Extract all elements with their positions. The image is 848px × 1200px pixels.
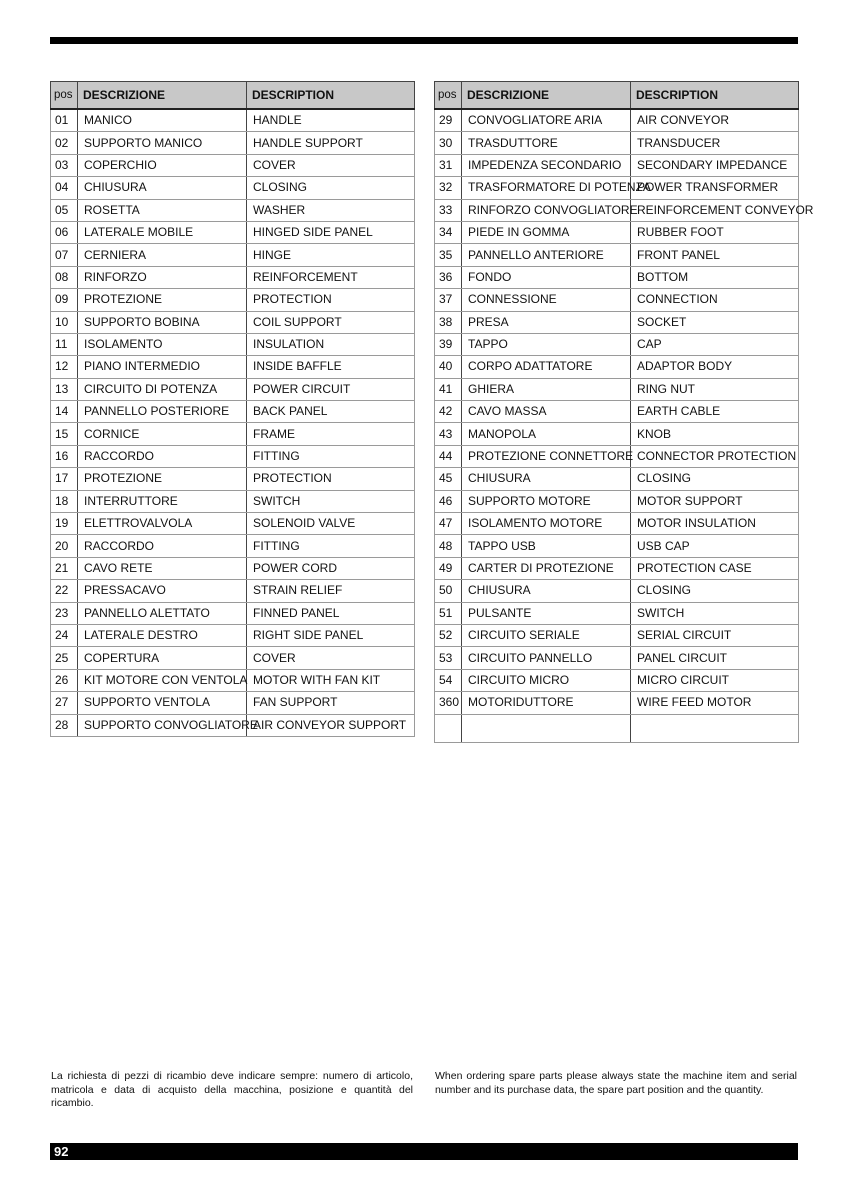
part-pos: 43 xyxy=(435,423,462,445)
table-row xyxy=(435,692,799,714)
part-description: HANDLE SUPPORT xyxy=(247,132,415,154)
part-pos: 53 xyxy=(435,647,462,669)
part-pos: 27 xyxy=(51,692,78,714)
table-row xyxy=(51,132,415,154)
part-descrizione: SUPPORTO MOTORE xyxy=(462,490,631,512)
part-description: TRANSDUCER xyxy=(631,132,799,154)
part-pos: 06 xyxy=(51,221,78,243)
part-descrizione: INTERRUTTORE xyxy=(78,490,247,512)
table-row xyxy=(435,177,799,199)
part-pos: 47 xyxy=(435,513,462,535)
part-descrizione: RINFORZO xyxy=(78,266,247,288)
part-descrizione: LATERALE DESTRO xyxy=(78,624,247,646)
part-pos: 16 xyxy=(51,445,78,467)
part-pos: 32 xyxy=(435,177,462,199)
page-number: 92 xyxy=(54,1144,69,1159)
part-pos: 20 xyxy=(51,535,78,557)
part-descrizione: SUPPORTO MANICO xyxy=(78,132,247,154)
part-description: SWITCH xyxy=(247,490,415,512)
table-row xyxy=(51,333,415,355)
parts-table-left xyxy=(50,81,415,737)
note-english: When ordering spare parts please always state the machine item and serial number and its purchase data, the spare part position and the quantity. xyxy=(435,1070,797,1096)
part-pos: 42 xyxy=(435,401,462,423)
table-row xyxy=(435,557,799,579)
part-descrizione: CARTER DI PROTEZIONE xyxy=(462,557,631,579)
part-pos: 49 xyxy=(435,557,462,579)
part-descrizione: PROTEZIONE CONNETTORE xyxy=(462,445,631,467)
part-description: PROTECTION xyxy=(247,289,415,311)
note-italian: La richiesta di pezzi di ricambio deve indicare sempre: numero di articolo, matricola e data di acquisto della macchina, posizione e quantità del ricambio. xyxy=(51,1070,413,1109)
part-description: BACK PANEL xyxy=(247,401,415,423)
part-descrizione: CAVO MASSA xyxy=(462,401,631,423)
part-description: RUBBER FOOT xyxy=(631,221,799,243)
part-pos: 25 xyxy=(51,647,78,669)
part-description: CAP xyxy=(631,333,799,355)
part-descrizione: SUPPORTO CONVOGLIATORE xyxy=(78,714,247,736)
part-pos: 13 xyxy=(51,378,78,400)
table-row xyxy=(435,445,799,467)
part-pos: 09 xyxy=(51,289,78,311)
table-row xyxy=(435,669,799,691)
part-description: HINGE xyxy=(247,244,415,266)
table-row xyxy=(435,266,799,288)
part-pos: 07 xyxy=(51,244,78,266)
part-pos: 33 xyxy=(435,199,462,221)
part-description: FINNED PANEL xyxy=(247,602,415,624)
part-pos: 35 xyxy=(435,244,462,266)
part-pos: 41 xyxy=(435,378,462,400)
table-row xyxy=(435,311,799,333)
part-description: SOLENOID VALVE xyxy=(247,513,415,535)
part-description: COIL SUPPORT xyxy=(247,311,415,333)
table-header-row xyxy=(435,82,799,110)
part-description: SOCKET xyxy=(631,311,799,333)
header-pos: pos xyxy=(435,82,462,110)
table-row xyxy=(51,356,415,378)
part-description: REINFORCEMENT CONVEYOR xyxy=(631,199,799,221)
part-descrizione: PANNELLO ANTERIORE xyxy=(462,244,631,266)
part-descrizione: ELETTROVALVOLA xyxy=(78,513,247,535)
table-row xyxy=(435,154,799,176)
part-description: POWER CORD xyxy=(247,557,415,579)
part-descrizione: ISOLAMENTO xyxy=(78,333,247,355)
part-pos: 23 xyxy=(51,602,78,624)
part-descrizione: PANNELLO ALETTATO xyxy=(78,602,247,624)
part-pos: 04 xyxy=(51,177,78,199)
part-pos: 44 xyxy=(435,445,462,467)
empty-cell xyxy=(631,714,799,742)
part-descrizione: MANICO xyxy=(78,109,247,132)
table-row xyxy=(435,468,799,490)
table-row xyxy=(435,401,799,423)
part-description: FAN SUPPORT xyxy=(247,692,415,714)
header-description: DESCRIPTION xyxy=(631,82,799,110)
part-descrizione: LATERALE MOBILE xyxy=(78,221,247,243)
part-description: USB CAP xyxy=(631,535,799,557)
part-pos: 31 xyxy=(435,154,462,176)
part-description: MOTOR WITH FAN KIT xyxy=(247,669,415,691)
part-description: HANDLE xyxy=(247,109,415,132)
part-description: PROTECTION xyxy=(247,468,415,490)
table-row xyxy=(51,244,415,266)
part-pos: 22 xyxy=(51,580,78,602)
part-description: KNOB xyxy=(631,423,799,445)
part-descrizione: CORPO ADATTATORE xyxy=(462,356,631,378)
part-description: INSIDE BAFFLE xyxy=(247,356,415,378)
part-descrizione: TAPPO USB xyxy=(462,535,631,557)
part-descrizione: RACCORDO xyxy=(78,445,247,467)
part-description: SERIAL CIRCUIT xyxy=(631,624,799,646)
table-row xyxy=(51,647,415,669)
table-row xyxy=(435,513,799,535)
table-row xyxy=(435,378,799,400)
part-descrizione: TRASFORMATORE DI POTENZA xyxy=(462,177,631,199)
part-description: MOTOR SUPPORT xyxy=(631,490,799,512)
part-descrizione: PIEDE IN GOMMA xyxy=(462,221,631,243)
table-row xyxy=(51,513,415,535)
part-descrizione: MOTORIDUTTORE xyxy=(462,692,631,714)
part-description: AIR CONVEYOR SUPPORT xyxy=(247,714,415,736)
part-description: FITTING xyxy=(247,535,415,557)
table-row xyxy=(435,221,799,243)
part-descrizione: CIRCUITO MICRO xyxy=(462,669,631,691)
part-descrizione: TRASDUTTORE xyxy=(462,132,631,154)
part-description: COVER xyxy=(247,154,415,176)
part-descrizione: PROTEZIONE xyxy=(78,468,247,490)
part-pos: 08 xyxy=(51,266,78,288)
part-descrizione: COPERCHIO xyxy=(78,154,247,176)
part-description: WIRE FEED MOTOR xyxy=(631,692,799,714)
part-pos: 48 xyxy=(435,535,462,557)
table-row xyxy=(435,423,799,445)
table-row xyxy=(51,401,415,423)
part-description: SWITCH xyxy=(631,602,799,624)
part-descrizione: KIT MOTORE CON VENTOLA xyxy=(78,669,247,691)
part-pos: 24 xyxy=(51,624,78,646)
part-pos: 02 xyxy=(51,132,78,154)
table-row xyxy=(435,535,799,557)
part-pos: 45 xyxy=(435,468,462,490)
part-description: PROTECTION CASE xyxy=(631,557,799,579)
part-descrizione: GHIERA xyxy=(462,378,631,400)
part-descrizione: SUPPORTO VENTOLA xyxy=(78,692,247,714)
part-descrizione: TAPPO xyxy=(462,333,631,355)
table-row xyxy=(51,423,415,445)
part-descrizione: RINFORZO CONVOGLIATORE xyxy=(462,199,631,221)
part-description: MICRO CIRCUIT xyxy=(631,669,799,691)
part-description: EARTH CABLE xyxy=(631,401,799,423)
table-row xyxy=(51,221,415,243)
part-descrizione: FONDO xyxy=(462,266,631,288)
part-pos: 36 xyxy=(435,266,462,288)
header-descrizione: DESCRIZIONE xyxy=(78,82,247,110)
table-row xyxy=(51,266,415,288)
part-description: FRONT PANEL xyxy=(631,244,799,266)
part-descrizione: CONNESSIONE xyxy=(462,289,631,311)
part-description: COVER xyxy=(247,647,415,669)
part-pos: 12 xyxy=(51,356,78,378)
table-row xyxy=(435,333,799,355)
part-descrizione: PROTEZIONE xyxy=(78,289,247,311)
part-pos: 50 xyxy=(435,580,462,602)
part-descrizione: CONVOGLIATORE ARIA xyxy=(462,109,631,132)
table-row xyxy=(435,490,799,512)
part-description: INSULATION xyxy=(247,333,415,355)
table-row xyxy=(51,714,415,736)
part-description: CONNECTION xyxy=(631,289,799,311)
part-descrizione: ISOLAMENTO MOTORE xyxy=(462,513,631,535)
table-row xyxy=(51,445,415,467)
part-descrizione: PIANO INTERMEDIO xyxy=(78,356,247,378)
part-pos: 29 xyxy=(435,109,462,132)
table-row xyxy=(51,199,415,221)
part-description: RING NUT xyxy=(631,378,799,400)
table-header-row xyxy=(51,82,415,110)
part-description: POWER TRANSFORMER xyxy=(631,177,799,199)
part-descrizione: CIRCUITO SERIALE xyxy=(462,624,631,646)
part-descrizione: COPERTURA xyxy=(78,647,247,669)
parts-table-right xyxy=(434,81,814,743)
part-description: FRAME xyxy=(247,423,415,445)
part-description: AIR CONVEYOR xyxy=(631,109,799,132)
table-row xyxy=(51,692,415,714)
table-row xyxy=(435,624,799,646)
table-row xyxy=(51,557,415,579)
part-description: STRAIN RELIEF xyxy=(247,580,415,602)
part-description: CLOSING xyxy=(247,177,415,199)
part-description: MOTOR INSULATION xyxy=(631,513,799,535)
part-pos: 52 xyxy=(435,624,462,646)
part-pos: 39 xyxy=(435,333,462,355)
part-descrizione: MANOPOLA xyxy=(462,423,631,445)
header-pos: pos xyxy=(51,82,78,110)
part-descrizione: SUPPORTO BOBINA xyxy=(78,311,247,333)
table-row xyxy=(51,378,415,400)
table-row xyxy=(435,580,799,602)
part-descrizione: ROSETTA xyxy=(78,199,247,221)
table-row xyxy=(51,580,415,602)
footer-bar xyxy=(50,1143,798,1160)
header-descrizione: DESCRIZIONE xyxy=(462,82,631,110)
part-descrizione: CHIUSURA xyxy=(462,468,631,490)
part-pos: 51 xyxy=(435,602,462,624)
part-descrizione: CAVO RETE xyxy=(78,557,247,579)
part-pos: 01 xyxy=(51,109,78,132)
part-pos: 15 xyxy=(51,423,78,445)
part-description: PANEL CIRCUIT xyxy=(631,647,799,669)
table-row xyxy=(435,356,799,378)
part-pos: 37 xyxy=(435,289,462,311)
part-pos: 26 xyxy=(51,669,78,691)
table-row xyxy=(51,289,415,311)
part-pos: 38 xyxy=(435,311,462,333)
part-pos: 10 xyxy=(51,311,78,333)
part-descrizione: PRESSACAVO xyxy=(78,580,247,602)
table-row xyxy=(51,154,415,176)
part-descrizione: PANNELLO POSTERIORE xyxy=(78,401,247,423)
table-row xyxy=(51,602,415,624)
part-pos: 19 xyxy=(51,513,78,535)
table-row xyxy=(51,624,415,646)
part-description: SECONDARY IMPEDANCE xyxy=(631,154,799,176)
table-row xyxy=(51,669,415,691)
table-row xyxy=(51,109,415,132)
header-description: DESCRIPTION xyxy=(247,82,415,110)
table-row xyxy=(435,647,799,669)
part-description: ADAPTOR BODY xyxy=(631,356,799,378)
part-description: CLOSING xyxy=(631,468,799,490)
part-description: CONNECTOR PROTECTION xyxy=(631,445,799,467)
empty-cell xyxy=(435,714,462,742)
table-row xyxy=(51,177,415,199)
part-descrizione: CIRCUITO DI POTENZA xyxy=(78,378,247,400)
part-descrizione: CORNICE xyxy=(78,423,247,445)
table-row xyxy=(51,468,415,490)
part-descrizione: CHIUSURA xyxy=(78,177,247,199)
empty-cell xyxy=(462,714,631,742)
part-description: POWER CIRCUIT xyxy=(247,378,415,400)
table-row xyxy=(435,199,799,221)
table-row xyxy=(435,109,799,132)
top-rule xyxy=(50,37,798,44)
part-pos: 54 xyxy=(435,669,462,691)
table-row xyxy=(51,490,415,512)
part-pos: 21 xyxy=(51,557,78,579)
part-description: CLOSING xyxy=(631,580,799,602)
table-row xyxy=(435,289,799,311)
part-pos: 18 xyxy=(51,490,78,512)
part-description: FITTING xyxy=(247,445,415,467)
part-description: REINFORCEMENT xyxy=(247,266,415,288)
part-description: WASHER xyxy=(247,199,415,221)
part-pos: 05 xyxy=(51,199,78,221)
part-pos: 28 xyxy=(51,714,78,736)
table-row xyxy=(51,311,415,333)
part-descrizione: CERNIERA xyxy=(78,244,247,266)
table-row xyxy=(435,602,799,624)
table-row xyxy=(435,132,799,154)
part-pos: 30 xyxy=(435,132,462,154)
part-description: BOTTOM xyxy=(631,266,799,288)
part-descrizione: PRESA xyxy=(462,311,631,333)
table-row xyxy=(51,535,415,557)
part-pos: 360 xyxy=(435,692,462,714)
part-description: HINGED SIDE PANEL xyxy=(247,221,415,243)
part-pos: 03 xyxy=(51,154,78,176)
part-pos: 17 xyxy=(51,468,78,490)
part-pos: 40 xyxy=(435,356,462,378)
part-descrizione: CIRCUITO PANNELLO xyxy=(462,647,631,669)
part-descrizione: PULSANTE xyxy=(462,602,631,624)
part-descrizione: CHIUSURA xyxy=(462,580,631,602)
part-pos: 11 xyxy=(51,333,78,355)
part-descrizione: IMPEDENZA SECONDARIO xyxy=(462,154,631,176)
part-description: RIGHT SIDE PANEL xyxy=(247,624,415,646)
part-pos: 14 xyxy=(51,401,78,423)
part-descrizione: RACCORDO xyxy=(78,535,247,557)
table-row-empty xyxy=(435,714,799,742)
part-pos: 46 xyxy=(435,490,462,512)
part-pos: 34 xyxy=(435,221,462,243)
table-row xyxy=(435,244,799,266)
